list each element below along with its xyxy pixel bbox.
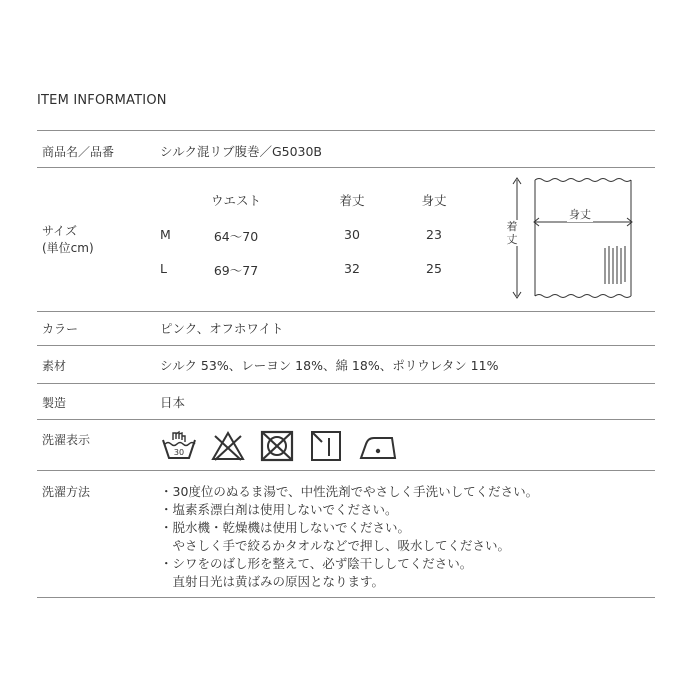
size-unit-label: (単位cm) [42, 241, 94, 255]
page-title: ITEM INFORMATION [37, 93, 167, 108]
color-label: カラー [42, 322, 79, 336]
care-method-line: ・シワをのばし形を整えて、必ず陰干ししてください。 [160, 556, 473, 571]
product-label: 商品名／品番 [42, 145, 115, 159]
care-method-line: 直射日光は黄ばみの原因となります。 [160, 574, 385, 589]
garment-bottom-edge [535, 295, 631, 298]
material-label: 素材 [42, 359, 67, 373]
size-header-body: 身丈 [421, 193, 447, 208]
divider [37, 311, 655, 312]
size-row-l-size: L [160, 261, 167, 276]
garment-top-edge [535, 179, 631, 182]
care-symbols-label: 洗濯表示 [42, 433, 91, 447]
garment-tag [605, 246, 625, 284]
divider [37, 470, 655, 471]
product-value: シルク混リブ腹巻／G5030B [160, 144, 323, 159]
divider [37, 383, 655, 384]
size-row-m-body: 23 [426, 227, 442, 242]
divider [37, 345, 655, 346]
no-tumble-dry-icon [259, 430, 295, 462]
svg-text:30: 30 [173, 448, 185, 457]
size-row-l-length: 32 [344, 261, 360, 276]
care-method-label: 洗濯方法 [42, 485, 91, 499]
line-dry-shade-icon [310, 430, 344, 462]
divider [37, 167, 655, 168]
size-row-l-waist: 69〜77 [213, 263, 259, 278]
size-row-m-length: 30 [344, 227, 360, 242]
origin-value: 日本 [160, 395, 186, 410]
care-method-line: ・塩素系漂白剤は使用しないでください。 [160, 502, 398, 517]
size-diagram [500, 172, 650, 304]
hand-wash-30-icon [161, 430, 197, 462]
size-row-l-body: 25 [426, 261, 442, 276]
color-value: ピンク、オフホワイト [160, 321, 284, 336]
size-label: サイズ [42, 224, 78, 238]
origin-label: 製造 [42, 396, 67, 410]
divider [37, 419, 655, 420]
care-method-line: ・脱水機・乾燥機は使用しないでください。 [160, 520, 411, 535]
no-bleach-icon [211, 430, 245, 462]
material-value: シルク 53%、レーヨン 18%、綿 18%、ポリウレタン 11% [160, 358, 499, 373]
iron-low-icon [358, 430, 398, 462]
size-header-length: 着丈 [339, 193, 365, 208]
size-header-waist: ウエスト [210, 193, 261, 208]
diagram-body-label: 身丈 [569, 208, 591, 221]
size-row-m-size: M [160, 227, 171, 242]
care-method-line: やさしく手で絞るかタオルなどで押し、吸水してください。 [160, 538, 511, 553]
care-method-line: ・30度位のぬるま湯で、中性洗剤でやさしく手洗いしてください。 [160, 484, 539, 499]
size-row-m-waist: 64〜70 [213, 229, 259, 244]
divider [37, 130, 655, 131]
diagram-length-label: 着丈 [506, 220, 518, 246]
divider [37, 597, 655, 598]
